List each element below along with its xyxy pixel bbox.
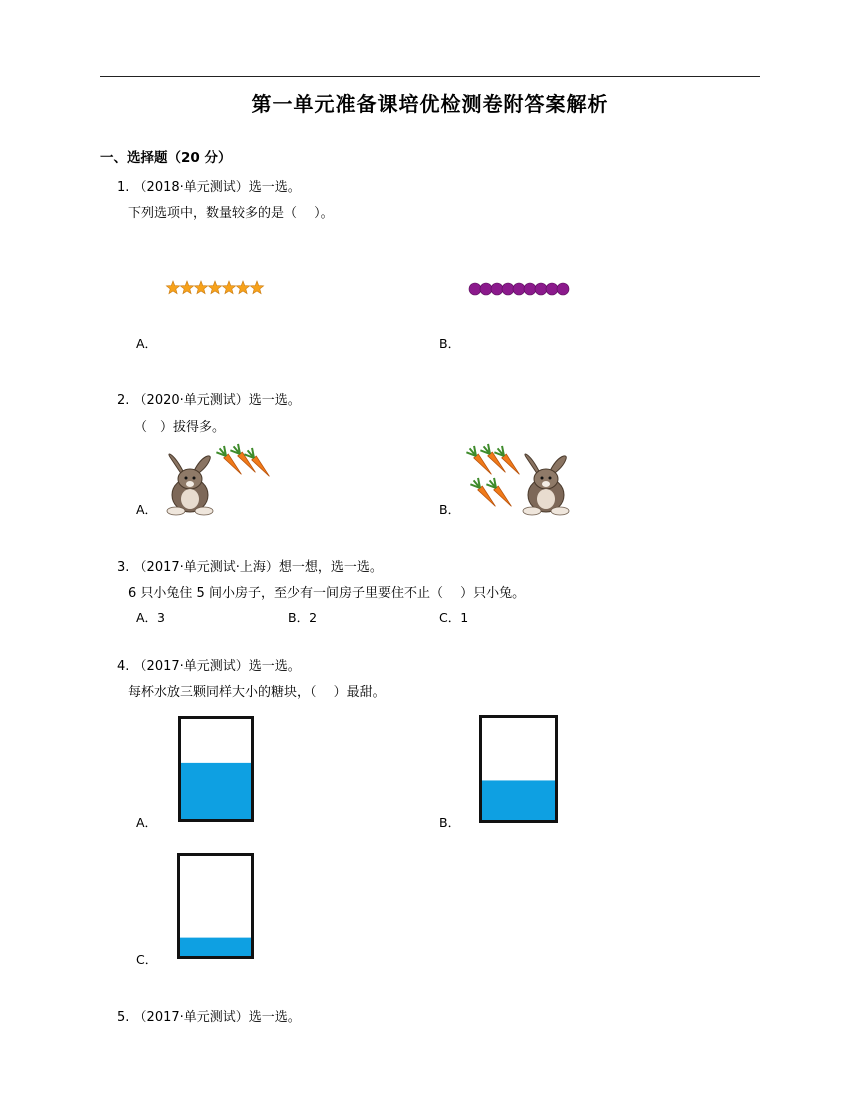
option-b[interactable]: B． (439, 502, 461, 517)
question-4 (117, 655, 301, 674)
question-3-prompt: 6 只小兔住 5 间小房子，至少有一间房子里要住不止（ ）只小兔。 (128, 586, 526, 601)
carrot-icon (466, 445, 496, 477)
question-source: （2018·单元测试）选一选。 (133, 180, 301, 195)
water-fill (481, 780, 556, 821)
dot-icon (469, 283, 481, 295)
dot-row-image (469, 281, 573, 297)
rabbit-image (520, 449, 572, 515)
carrot-icon (486, 477, 516, 509)
rabbit-icon (167, 454, 213, 515)
question-source: （2017·单元测试）选一选。 (133, 659, 301, 674)
dot-icon (535, 283, 547, 295)
star-row-image (166, 280, 270, 296)
option-c[interactable]: C．1 (439, 610, 469, 625)
star-icon (208, 281, 221, 294)
question-4-prompt: 每杯水放三颗同样大小的糖块，（ ）最甜。 (128, 685, 386, 700)
rabbit-image (164, 449, 216, 515)
water-fill (179, 938, 252, 957)
question-source: （2017·单元测试·上海）想一想，选一选。 (133, 560, 383, 575)
star-icon (222, 281, 235, 294)
rabbit-icon (523, 454, 569, 515)
option-b[interactable]: B．2 (288, 610, 318, 625)
question-source: （2017·单元测试）选一选。 (133, 1010, 301, 1025)
option-c[interactable]: C． (136, 952, 158, 967)
question-number: 3. (117, 560, 130, 575)
carrots-image (466, 444, 526, 516)
question-2 (117, 389, 301, 408)
water-cup-image (178, 716, 254, 822)
water-cup-image (479, 715, 558, 823)
question-number: 4. (117, 659, 130, 674)
water-cup-image (177, 853, 254, 959)
dot-icon (480, 283, 492, 295)
option-a[interactable]: A．3 (136, 610, 166, 625)
dot-icon (557, 283, 569, 295)
dot-icon (513, 283, 525, 295)
dot-icon (502, 283, 514, 295)
carrots-image (214, 444, 272, 516)
star-icon (194, 281, 207, 294)
option-a[interactable]: A． (136, 336, 158, 351)
question-source: （2020·单元测试）选一选。 (133, 393, 301, 408)
option-b[interactable]: B． (439, 336, 461, 351)
question-1-prompt: 下列选项中，数量较多的是（ ）。 (128, 206, 334, 221)
option-a[interactable]: A． (136, 502, 158, 517)
question-number: 5. (117, 1010, 130, 1025)
water-fill (180, 763, 252, 820)
star-icon (236, 281, 249, 294)
question-5 (117, 1006, 301, 1025)
option-b[interactable]: B． (439, 815, 461, 830)
section-heading: 一、选择题（20 分） (100, 150, 232, 166)
question-number: 2. (117, 393, 130, 408)
question-1 (117, 176, 301, 195)
document-title: 第一单元准备课培优检测卷附答案解析 (251, 92, 609, 116)
star-icon (166, 281, 179, 294)
dot-icon (546, 283, 558, 295)
dot-icon (491, 283, 503, 295)
question-3 (117, 556, 383, 575)
option-a[interactable]: A． (136, 815, 158, 830)
question-number: 1. (117, 180, 130, 195)
star-icon (250, 281, 263, 294)
carrot-icon (216, 445, 246, 477)
question-2-prompt: （ ）拔得多。 (134, 420, 226, 435)
star-icon (180, 281, 193, 294)
header-rule (100, 76, 760, 77)
dot-icon (524, 283, 536, 295)
